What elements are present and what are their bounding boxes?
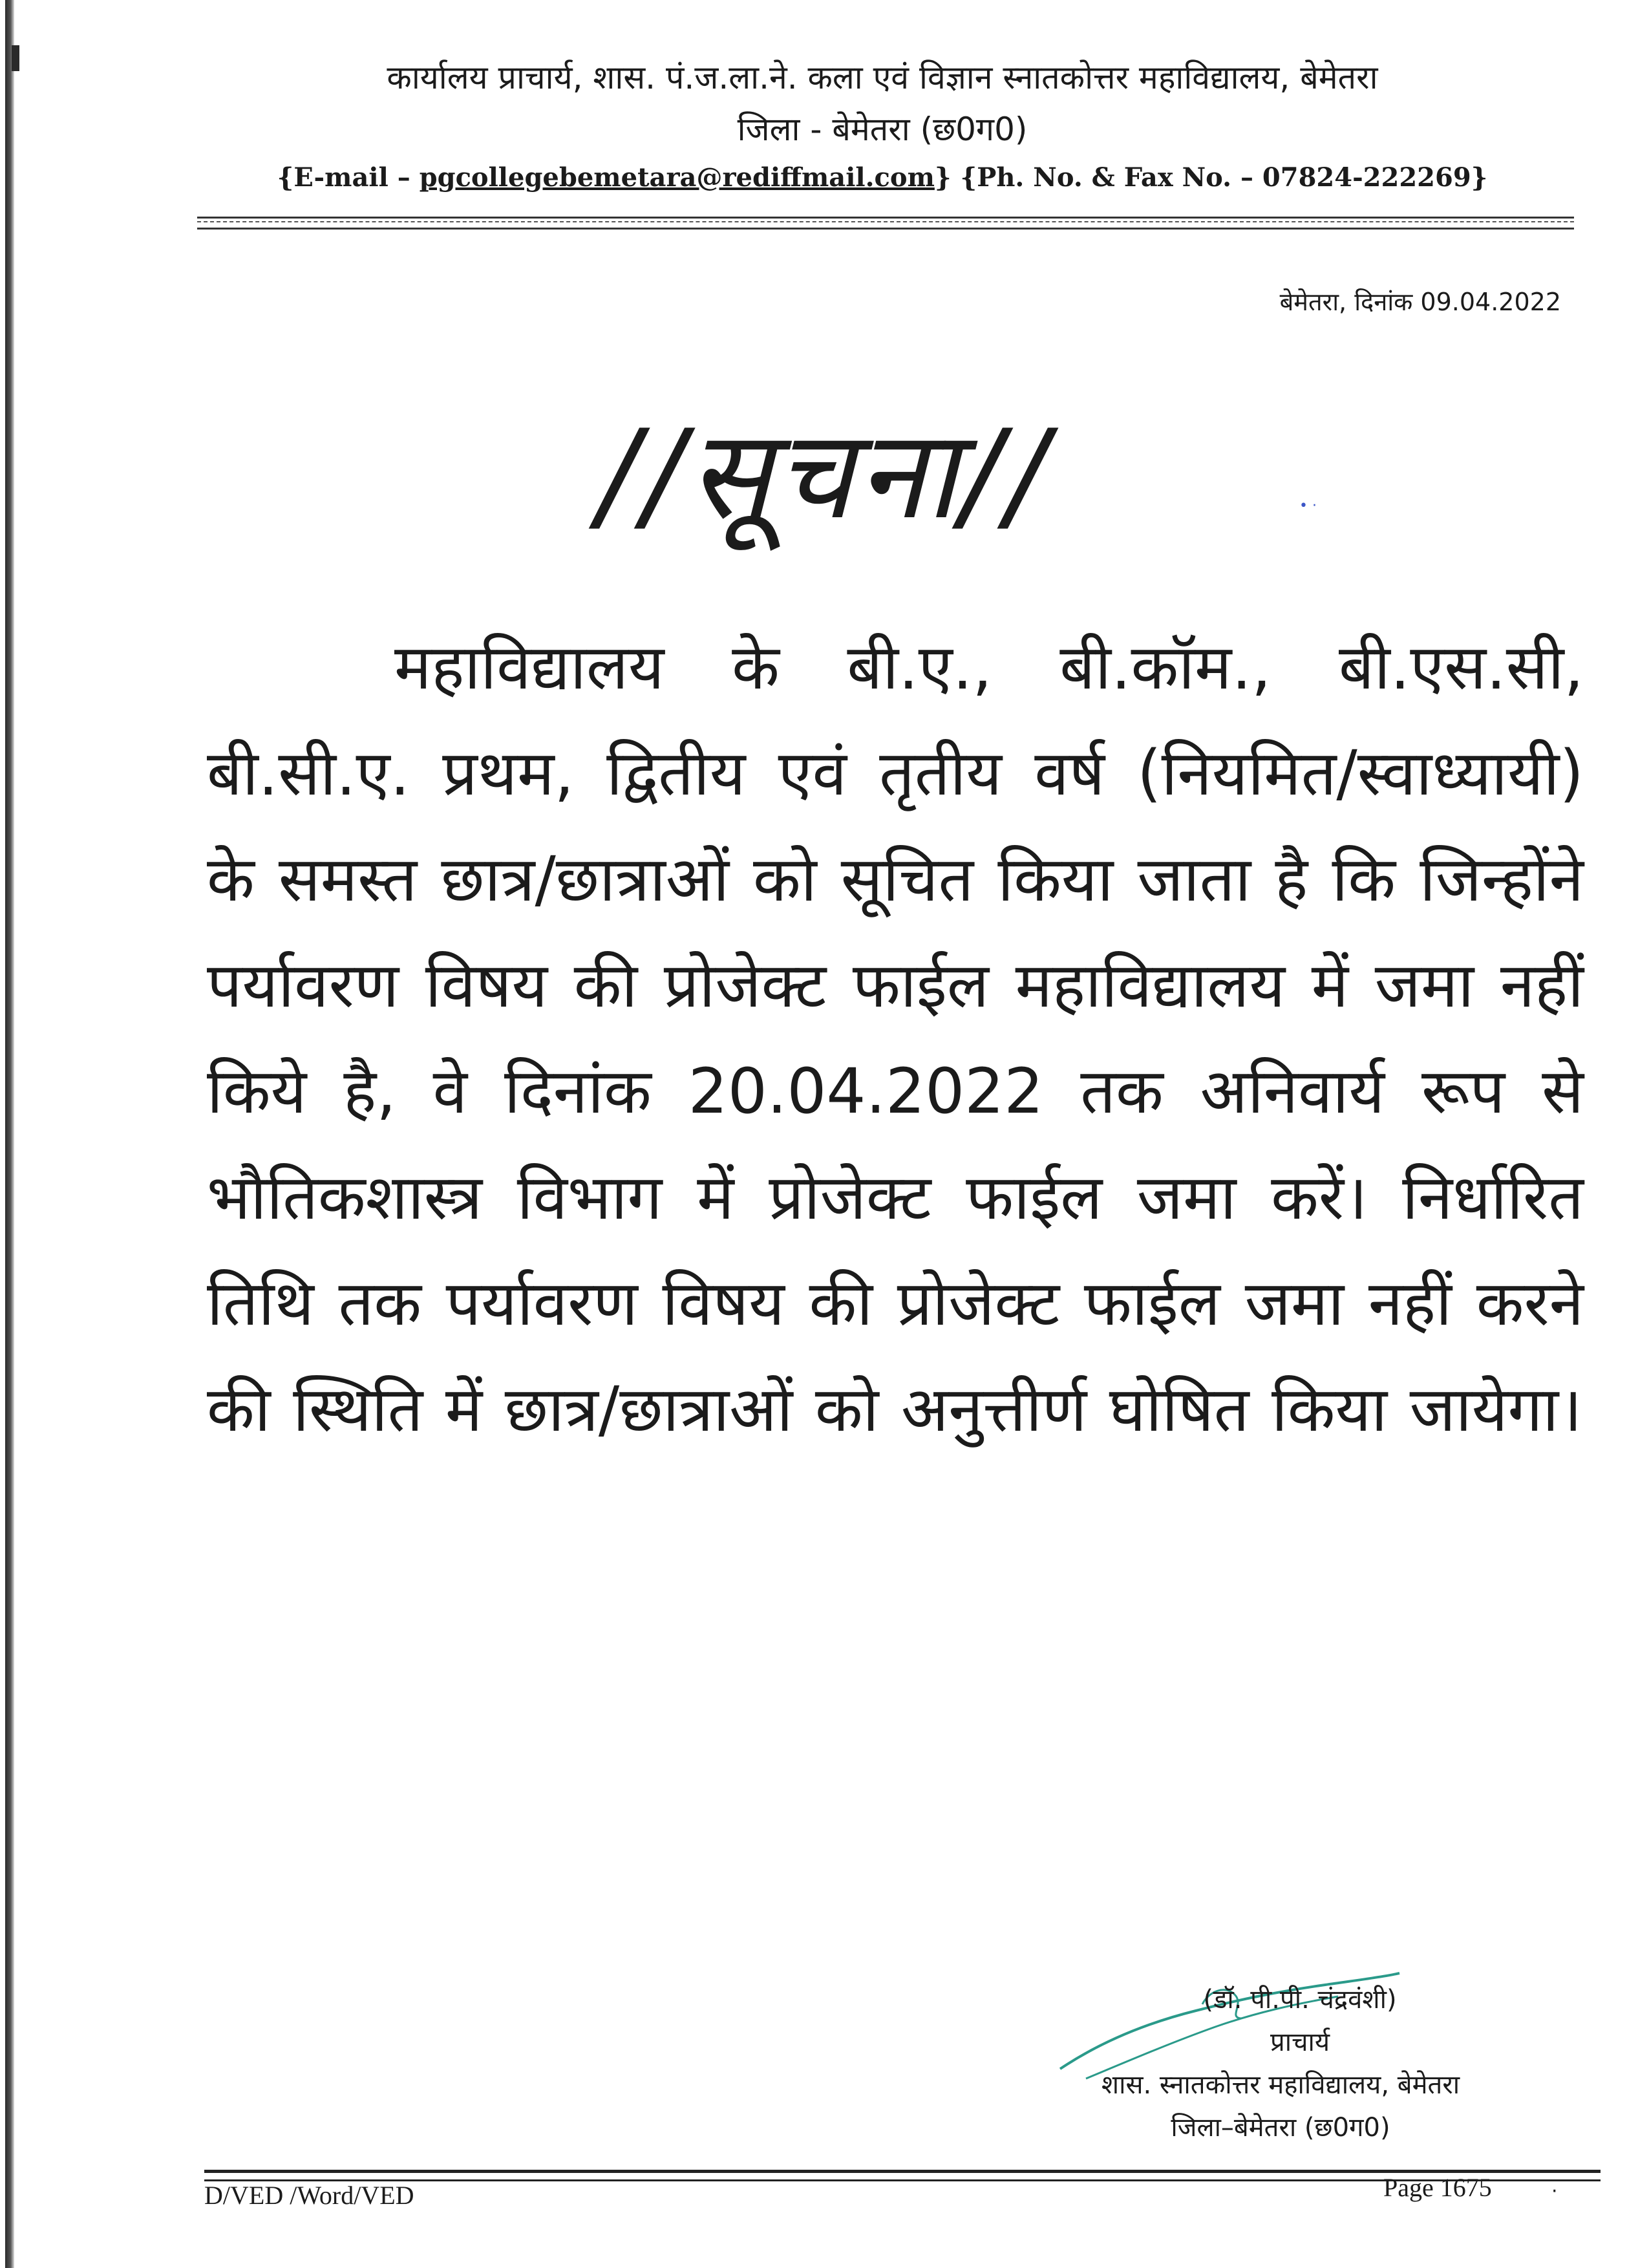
signatory-title: प्राचार्य [1270,2027,1330,2057]
email-address: pgcollegebemetara@rediffmail.com [419,162,935,193]
signatory-name: (डॉ. पी.पी. चंद्रवंशी) [1203,1985,1397,2015]
footer-page-number: Page 1675 [1383,2173,1492,2202]
signatory-institution: शास. स्नातकोत्तर महाविद्यालय, बेमेतरा [1101,2070,1460,2100]
scan-edge [5,0,14,2268]
stray-ink-mark: • · [1299,498,1317,514]
notice-body: महाविद्यालय के बी.ए., बी.कॉम., बी.एस.सी, बी.सी.ए. प्रथम, द्वितीय एवं तृतीय वर्ष (नियमित/स्वाध्यायी) के समस्त छात्र/छात्राओं को सूचित किया जाता है कि जिन्होंने पर्यावरण विषय की प्रोजेक्ट फाईल महाविद्यालय में जमा नहीं किये है, वे दिनांक 20.04.2022 तक अनिवार्य रूप से भौतिकशास्त्र विभाग में प्रोजेक्ट फाईल जमा करें। निर्धारित तिथि तक पर्यावरण विषय की प्रोजेक्ट फाईल जमा नहीं करने की स्थिति में छात्र/छात्राओं को अनुत्तीर्ण घोषित किया जायेगा। [207,631,1584,1446]
letterhead-district: जिला - बेमेतरा (छ0ग0) [737,111,1028,148]
footer-doc-code: D/VED /Word/VED [204,2181,414,2210]
scan-edge-notch [12,45,19,71]
footer-mark: · [1551,2180,1558,2203]
signatory-district: जिला–बेमेतरा (छ0ग0) [1171,2113,1390,2143]
contact-prefix: {E-mail – [277,162,420,193]
notice-date: बेमेतरा, दिनांक 09.04.2022 [1279,288,1561,316]
contact-phone: } {Ph. No. & Fax No. – 07824-222269} [934,162,1488,193]
signature-block [1003,1978,1559,2149]
notice-title: //सूचना// [597,403,1052,546]
letterhead [162,52,1603,200]
letterhead-contact [162,155,1603,200]
letterhead-office: कार्यालय प्राचार्य, शास. पं.ज.ला.ने. कला एवं विज्ञान स्नातकोत्तर महाविद्यालय, बेमेतरा [387,59,1378,96]
header-divider [197,217,1574,230]
